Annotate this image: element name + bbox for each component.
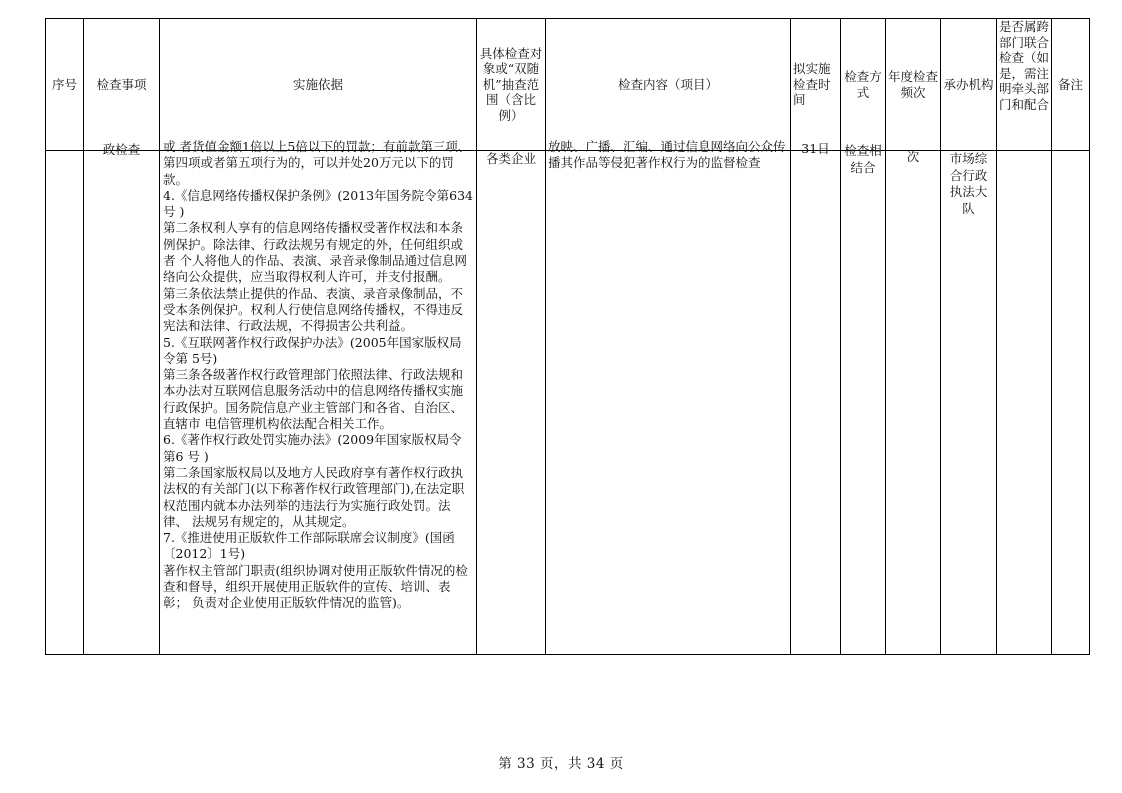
basis-paragraph: 7.《推进使用正版软件工作部际联席会议制度》(国函〔2012〕1号) [163, 530, 455, 562]
cell-joint-inspection [997, 151, 1052, 655]
header-row [46, 19, 1090, 151]
cell-time [791, 141, 841, 655]
basis-paragraph: 著作权主管部门职责(组织协调对使用正版软件情况的检查和督导，组织开展使用正版软件的宣传、培训、表彰； 负责对企业使用正版软件情况的监管)。 [163, 562, 468, 611]
content-text: 放映、广播、汇编、通过信息网络向公众传播其作品等侵犯著作权行为的监督检查 [548, 139, 786, 171]
page-footer: 第 33 页，共 34 页 [498, 756, 624, 772]
header-time: 拟实施检查时间 [791, 19, 841, 151]
header-frequency: 年度检查频次 [886, 19, 941, 151]
cell-basis [160, 139, 477, 655]
cell-content [546, 139, 791, 655]
cell-method [841, 143, 886, 655]
basis-paragraph: 6.《著作权行政处罚实施办法》(2009年国家版权局令第6 号 ) [163, 432, 462, 464]
table-row [46, 151, 1090, 655]
basis-paragraph: 或 者货值金额1倍以上5倍以下的罚款；有前款第三项、第四项或者第五项行为的，可以并处20万元以下的罚款。 [163, 139, 471, 187]
frequency-text: 次 [906, 149, 920, 164]
organization-text: 市场综合行政执法大队 [949, 151, 988, 216]
scope-text: 各类企业 [485, 151, 536, 166]
basis-paragraph: 第二条权利人享有的信息网络传播权受著作权法和本条例保护。除法律、行政法规另有规定的外，任何组织或者 个人将他人的作品、表演、录音录像制品通过信息网络向公众提供，应当取得权利人许可，并支付报酬。 [163, 220, 467, 285]
cell-frequency [886, 151, 941, 655]
header-item: 检查事项 [84, 19, 160, 151]
cell-seq [46, 151, 84, 655]
item-text: 政检查 [102, 142, 141, 157]
header-joint-inspection: 是否属跨部门联合检查（如是，需注明牵头部门和配合 [997, 19, 1052, 151]
basis-paragraph: 第二条国家版权局以及地方人民政府享有著作权行政执法权的有关部门(以下称著作权行政管理部门),在法定职权范围内就本办法列举的违法行为实施行政处罚。法律、 法规另有规定的，从其规定。 [163, 464, 465, 529]
header-basis: 实施依据 [160, 19, 477, 151]
method-text: 检查相结合 [844, 143, 882, 175]
header-method: 检查方式 [841, 19, 886, 151]
basis-paragraph: 第三条依法禁止提供的作品、表演、录音录像制品，不受本条例保护。权利人行使信息网络传播权，不得违反宪法和法律、行政法规，不得损害公共利益。 [163, 285, 464, 334]
header-content: 检查内容（项目） [546, 19, 791, 151]
cell-scope [477, 151, 546, 655]
time-text: 31日 [801, 141, 830, 156]
cell-item [84, 142, 160, 655]
basis-paragraph: 4.《信息网络传播权保护条例》(2013年国务院令第634 号 ) [163, 187, 473, 220]
inspection-table [45, 18, 1090, 655]
header-seq: 序号 [46, 19, 84, 151]
cell-note [1052, 151, 1090, 655]
header-note: 备注 [1052, 19, 1090, 151]
header-scope: 具体检查对象或“双随机”抽查范围（含比例） [477, 19, 546, 151]
basis-paragraph: 5.《互联网著作权行政保护办法》(2005年国家版权局令第 5号) [163, 334, 462, 366]
basis-paragraph: 第三条各级著作权行政管理部门依照法律、行政法规和本办法对互联网信息服务活动中的信息网络传播权实施行政保护。国务院信息产业主管部门和各省、自治区、直辖市 电信管理机构依法配合相关工作。 [163, 367, 464, 432]
basis-text [160, 139, 476, 612]
header-organization: 承办机构 [941, 19, 997, 151]
cell-organization [941, 151, 997, 655]
